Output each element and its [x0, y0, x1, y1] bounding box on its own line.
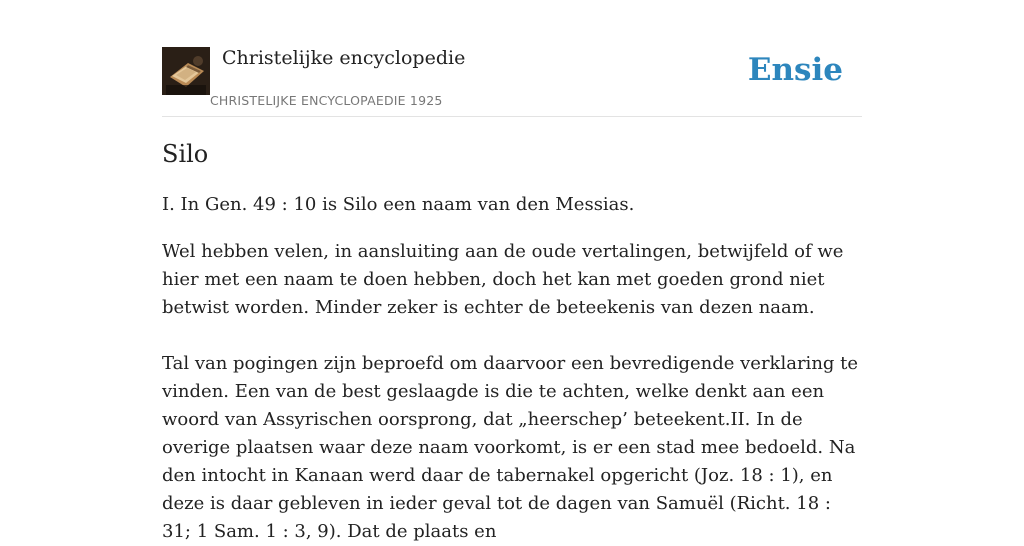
site-subtitle: CHRISTELIJKE ENCYCLOPAEDIE 1925 — [210, 93, 443, 108]
article-paragraph: Tal van pogingen zijn beproefd om daarvoor een bevredigende verklaring te vinden. Een van de best geslaagde is die te achten, welke denkt aan een woord van Assyrischen oorsprong, dat „heerschep’ beteekent.II. In de overige plaatsen waar deze naam voorkomt, is er een stad mee bedoeld. Na den intocht in Kanaan werd daar de tabernakel opgericht (Joz. 18 : 1), en deze is daar gebleven in ieder geval tot de dagen van Samuël (Richt. 18 : 31; 1 Sam. 1 : 3, 9). Dat de plaats en — [162, 353, 859, 542]
book-photo-icon[interactable] — [162, 47, 210, 95]
article — [162, 138, 862, 546]
site-header — [162, 46, 862, 117]
ensie-logo-link[interactable]: Ensie — [747, 52, 843, 88]
article-paragraph: Wel hebben velen, in aansluiting aan de oude vertalingen, betwijfeld of we hier met een naam te doen hebben, doch het kan met goeden grond niet betwist worden. Minder zeker is echter de beteekenis van dezen naam. — [162, 241, 844, 318]
article-lead: I. In Gen. 49 : 10 is Silo een naam van den Messias. — [162, 194, 635, 215]
site-title[interactable]: Christelijke encyclopedie — [222, 47, 466, 69]
article-title: Silo — [162, 140, 209, 168]
